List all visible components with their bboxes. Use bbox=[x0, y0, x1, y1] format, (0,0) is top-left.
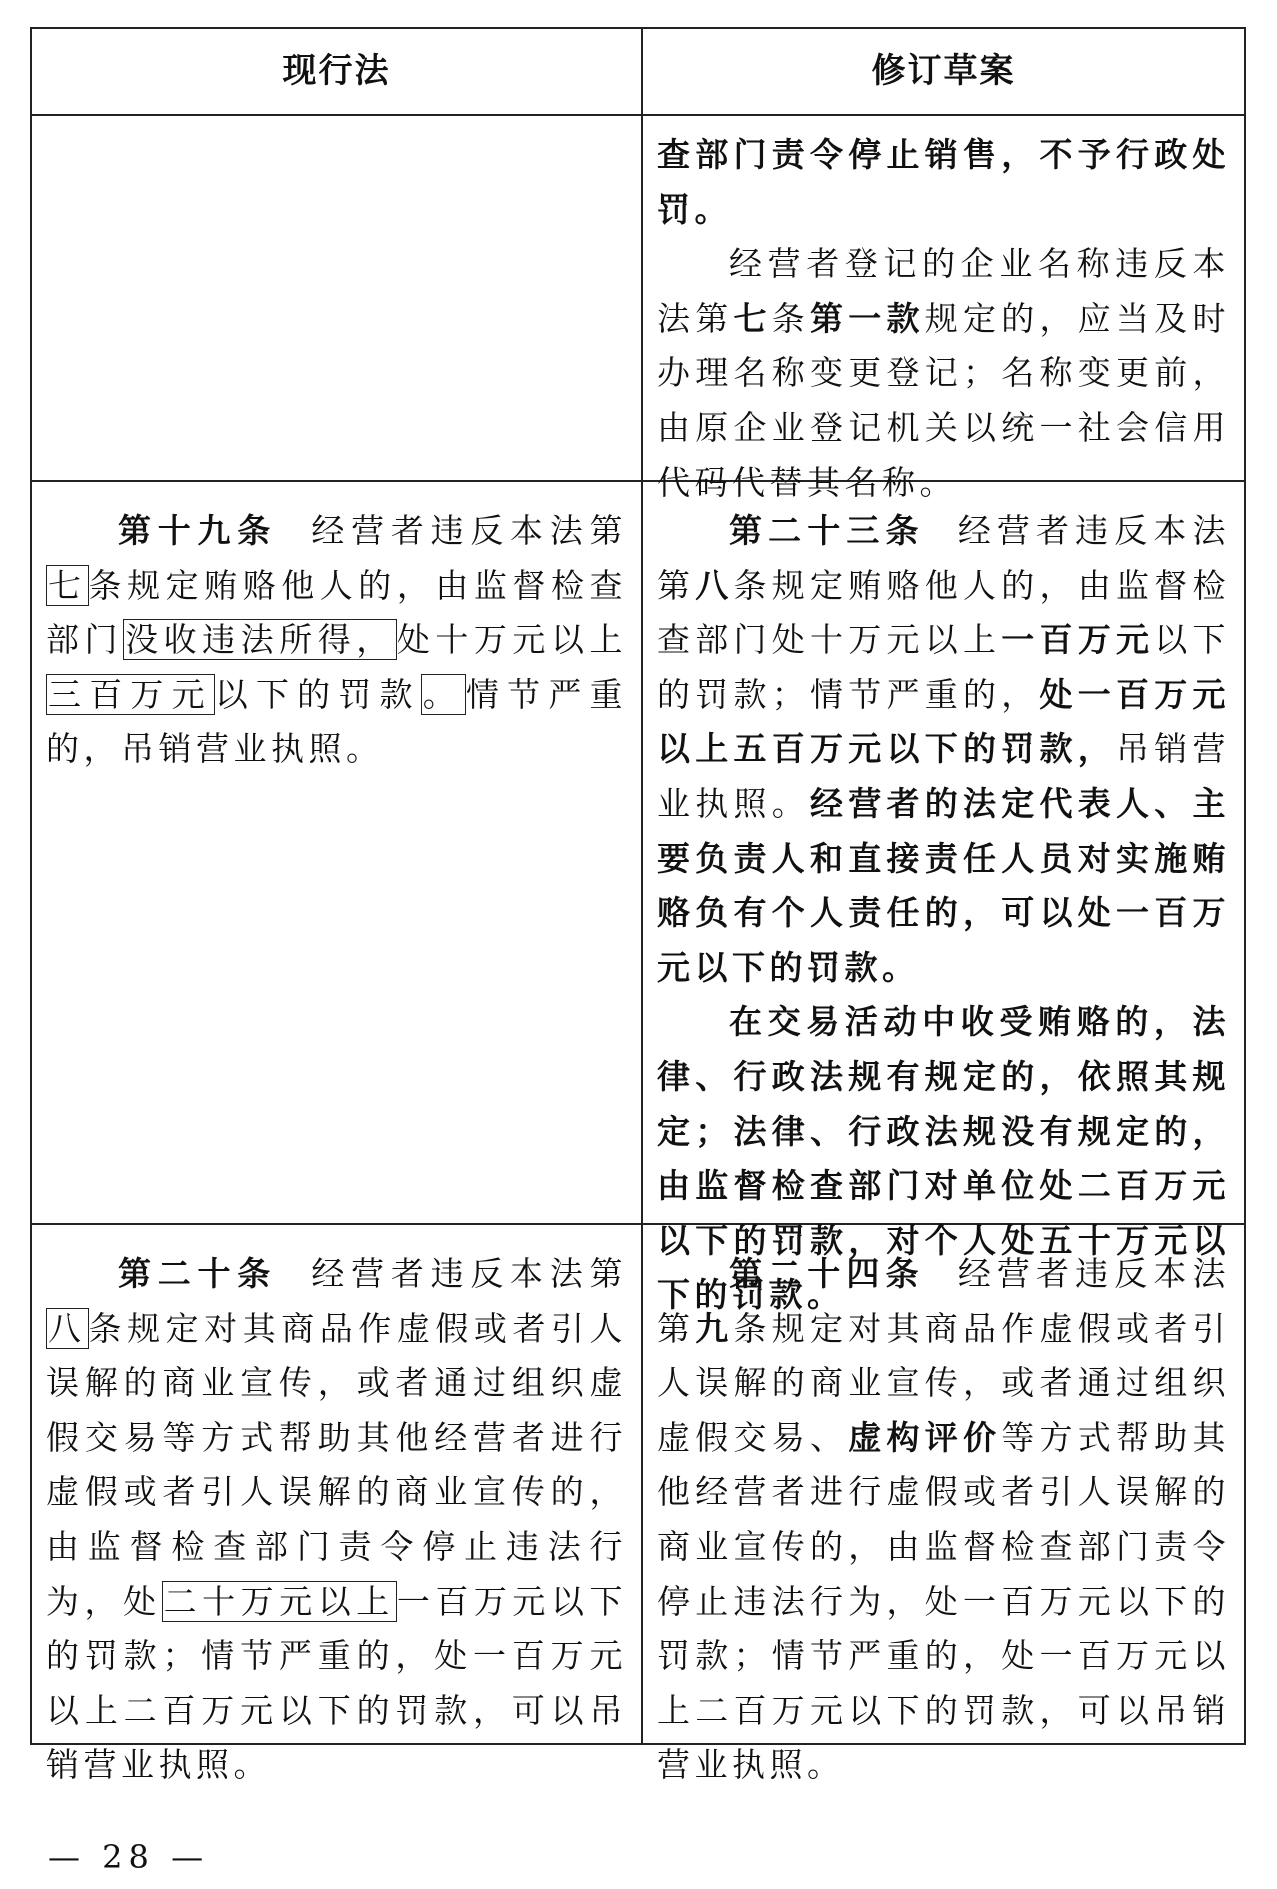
text-span: 经营者违反本法第 bbox=[657, 511, 1231, 605]
bold-change: 第一款 bbox=[810, 298, 925, 338]
text-span: 经营者违反本法第 bbox=[311, 511, 628, 550]
article-title: 第二十条 bbox=[118, 1254, 277, 1293]
header-current-law: 现行法 bbox=[32, 29, 643, 114]
article-title: 第二十四条 bbox=[729, 1254, 925, 1293]
table-header-row bbox=[32, 29, 1244, 114]
revised-text: 查部门责令停止销售，不予行政处罚。 bbox=[657, 135, 1230, 229]
article-paragraph bbox=[46, 1247, 627, 1793]
deleted-text-box: 三百万元 bbox=[48, 674, 213, 714]
bold-change: 虚构评价 bbox=[848, 1417, 1002, 1457]
deleted-text-box: 。 bbox=[422, 674, 464, 714]
article-paragraph bbox=[46, 504, 627, 777]
text-span: 条规定贿赂他人的，由监督检查部门处十万元以上 bbox=[657, 565, 1230, 660]
text-span: 条 bbox=[771, 298, 810, 338]
bold-change: 九 bbox=[695, 1308, 734, 1348]
text-span: 一百万元以下的罚款；情节严重的，处一百万元以上二百万元以下的罚款，可以吊销营业执照。 bbox=[46, 1581, 628, 1785]
table-row bbox=[32, 1223, 1244, 1785]
article-paragraph-new: 在交易活动中收受贿赂的，法律、行政法规有规定的，依照其规定；法律、行政法规没有规定的，由监督检查部门对单位处二百万元以下的罚款，对个人处五十万元以下的罚款。 bbox=[657, 1002, 1230, 1315]
text-span: 以下的罚款；情节严重的， bbox=[657, 620, 1230, 714]
text-span: 经营者登记的企业名称违反本法第 bbox=[657, 244, 1230, 338]
deleted-text-box: 二十万元以上 bbox=[163, 1581, 395, 1621]
bold-change: 处一百万元以上五百万元以下的罚款， bbox=[657, 674, 1230, 769]
article-paragraph bbox=[657, 1247, 1230, 1793]
bold-change: 八 bbox=[695, 565, 734, 605]
text-span: 处十万元以上 bbox=[396, 620, 628, 660]
comparison-table bbox=[30, 27, 1246, 1785]
deleted-text-box: 七 bbox=[48, 565, 87, 605]
text-span: 条规定贿赂他人的，由监督检查部门 bbox=[46, 565, 628, 660]
page-number: — 28 — bbox=[48, 1838, 210, 1876]
text-span: 情节严重的，吊销营业执照。 bbox=[46, 674, 628, 769]
article-title: 第二十三条 bbox=[729, 511, 925, 550]
text-span: 等方式帮助其他经营者进行虚假或者引人误解的商业宣传的，由监督检查部门责令停止违法行为，处一百万元以下的罚款；情节严重的，处一百万元以上二百万元以下的罚款，可以吊销营业执照。 bbox=[657, 1417, 1230, 1785]
bold-change: 七 bbox=[733, 298, 772, 338]
article-title: 第十九条 bbox=[118, 511, 277, 550]
table-row bbox=[32, 114, 1244, 502]
text-span: 条规定对其商品作虚假或者引人误解的商业宣传，或者通过组织虚假交易等方式帮助其他经营者进行虚假或者引人误解的商业宣传的，由监督检查部门责令停止违法行为，处 bbox=[46, 1308, 628, 1621]
revised-paragraph bbox=[657, 237, 1230, 510]
text-span: 规定的，应当及时办理名称变更登记；名称变更前，由原企业登记机关以统一社会信用代码代替其名称。 bbox=[657, 298, 1230, 502]
article-paragraph bbox=[657, 504, 1230, 995]
text-span: 条规定对其商品作虚假或者引人误解的商业宣传，或者通过组织虚假交易、 bbox=[657, 1308, 1230, 1457]
revised-draft-cell bbox=[643, 116, 1244, 502]
current-law-cell bbox=[32, 1225, 643, 1785]
text-span: 经营者违反本法第 bbox=[657, 1254, 1231, 1348]
header-revised-draft: 修订草案 bbox=[871, 51, 1016, 92]
current-law-cell-empty bbox=[32, 116, 643, 480]
text-span: 以下的罚款 bbox=[214, 674, 421, 714]
text-span: 吊销营业执照。 bbox=[657, 729, 1230, 823]
bold-change: 一百万元 bbox=[1001, 620, 1155, 660]
deleted-text-box: 没收违法所得， bbox=[125, 620, 395, 660]
text-span: 经营者违反本法第 bbox=[311, 1254, 628, 1293]
bold-change: 经营者的法定代表人、主要负责人和直接责任人员对实施贿赂负有个人责任的，可以处一百万元以下的罚款。 bbox=[657, 783, 1230, 987]
deleted-text-box: 八 bbox=[48, 1308, 87, 1348]
revised-draft-cell bbox=[643, 1225, 1244, 1785]
current-law-cell bbox=[32, 482, 643, 1223]
